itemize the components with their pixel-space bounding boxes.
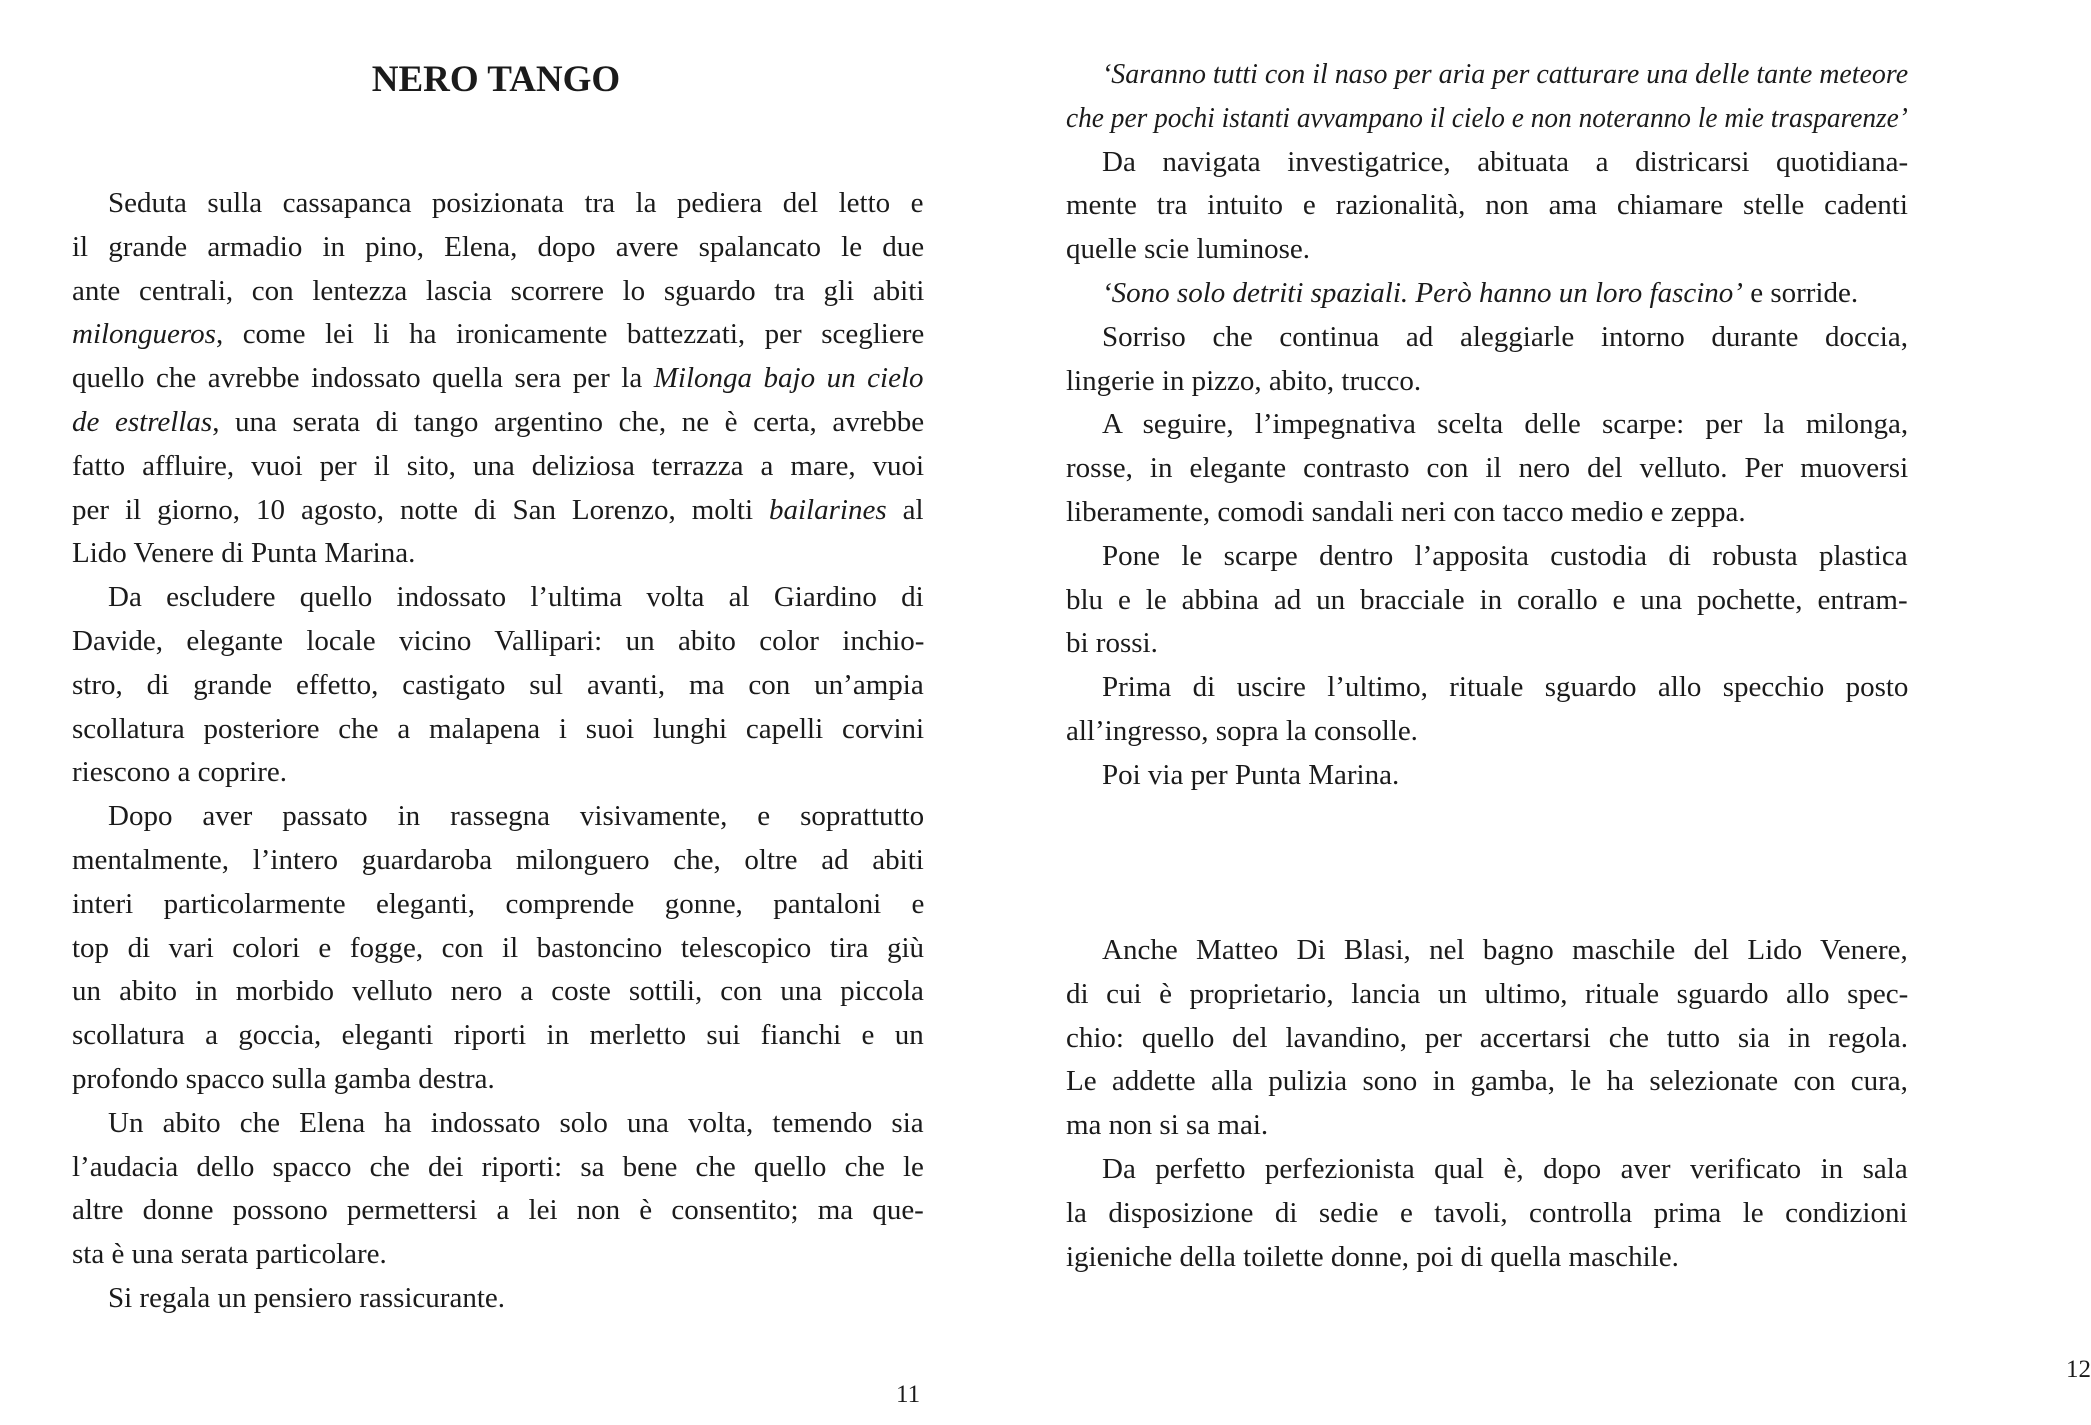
text-line xyxy=(1066,490,1746,534)
text-line xyxy=(1066,1059,1908,1103)
italic-text: ‘Saranno tutti con il naso per aria per catturare una delle tante meteore xyxy=(1102,58,1909,90)
page-number-right: 12 xyxy=(2066,1356,2091,1383)
text-segment: Da perfetto perfezionista qual è, dopo aver verificato in sala xyxy=(1102,1153,1908,1185)
text-line xyxy=(72,444,924,488)
text-segment: Dopo aver passato in rassegna visivamente, e soprattutto xyxy=(108,800,925,833)
text-segment: Da escludere quello indossato l’ultima volta al Giardino di xyxy=(108,581,924,614)
text-segment: quelle scie luminose. xyxy=(1066,233,1311,266)
text-line xyxy=(72,619,924,663)
text-line xyxy=(72,926,924,970)
left-page xyxy=(0,0,1000,1425)
text-line xyxy=(1066,227,1310,271)
text-line xyxy=(72,400,924,444)
text-line xyxy=(1066,1016,1908,1060)
text-segment: Seduta sulla cassapanca posizionata tra la pediera del letto e xyxy=(108,187,924,219)
italic-text: ‘Sono solo detriti spaziali. Però hanno un loro fascino’ xyxy=(1102,277,1743,309)
text-segment: , una serata di tango argentino che, ne è certa, avrebbe xyxy=(212,406,925,438)
text-segment: Le addette alla pulizia sono in gamba, le ha selezionate con cura, xyxy=(1066,1065,1908,1098)
text-line xyxy=(108,181,924,225)
text-line xyxy=(72,1145,924,1189)
text-segment: altre donne possono permettersi a lei non è consentito; ma que- xyxy=(72,1194,924,1227)
italic-text: bailarines xyxy=(768,493,887,526)
text-segment: igieniche della toilette donne, poi di quella maschile. xyxy=(1066,1240,1679,1273)
italic-text: Milonga bajo un cielo xyxy=(653,362,924,395)
text-line xyxy=(72,356,924,400)
text-segment: ma non si sa mai. xyxy=(1066,1109,1269,1142)
text-line xyxy=(72,488,924,532)
text-segment: Sorriso che continua ad aleggiarle intorno durante doccia, xyxy=(1102,320,1908,353)
text-line xyxy=(1066,709,1418,753)
text-line xyxy=(1102,271,1858,315)
text-segment: l’audacia dello spacco che dei riporti: sa bene che quello che le xyxy=(72,1150,924,1183)
text-segment: la disposizione di sedie e tavoli, controlla prima le condizioni xyxy=(1066,1196,1908,1229)
text-segment: mentalmente, l’intero guardaroba milonguero che, oltre ad abiti xyxy=(72,844,924,876)
text-line xyxy=(1102,52,1908,96)
text-segment: profondo spacco sulla gamba destra. xyxy=(72,1063,495,1095)
text-segment: all’ingresso, sopra la consolle. xyxy=(1066,715,1418,747)
text-line xyxy=(72,707,924,751)
text-segment: top di vari colori e fogge, con il bastoncino telescopico tira giù xyxy=(72,931,925,964)
italic-text: de estrellas xyxy=(72,406,213,438)
text-line xyxy=(1066,96,1908,140)
text-segment: Lido Venere di Punta Marina. xyxy=(72,537,416,570)
page-number-left: 11 xyxy=(896,1381,921,1408)
text-segment: stro, di grande effetto, castigato sul avanti, ma con un’ampia xyxy=(72,668,924,701)
text-line xyxy=(1102,928,1908,972)
text-segment: ante centrali, con lentezza lascia scorrere lo sguardo tra gli abiti xyxy=(72,274,925,307)
text-segment: blu e le abbina ad un bracciale in corallo e una pochette, entram- xyxy=(1066,583,1908,616)
text-segment: mente tra intuito e razionalità, non ama chiamare stelle cadenti xyxy=(1066,189,1908,222)
text-line xyxy=(72,663,924,707)
text-line xyxy=(108,575,924,619)
text-segment: scollatura posteriore che a malapena i suoi lunghi capelli corvini xyxy=(72,712,925,745)
text-line xyxy=(72,225,924,269)
text-line xyxy=(72,269,924,313)
text-line xyxy=(1066,621,1158,665)
text-line xyxy=(108,1276,505,1320)
text-segment: Da navigata investigatrice, abituata a districarsi quotidiana- xyxy=(1102,145,1909,178)
text-segment: al xyxy=(886,493,924,526)
text-line xyxy=(1066,578,1908,622)
text-segment: bi rossi. xyxy=(1066,627,1158,660)
text-segment: scollatura a goccia, eleganti riporti in merletto sui fianchi e un xyxy=(72,1019,924,1052)
text-line xyxy=(1066,183,1908,227)
text-line xyxy=(72,882,924,926)
italic-text: milongueros xyxy=(72,318,216,351)
text-line xyxy=(72,312,924,356)
text-segment: per il giorno, 10 agosto, notte di San Lorenzo, molti xyxy=(72,493,769,526)
text-segment: di cui è proprietario, lancia un ultimo, rituale sguardo allo spec- xyxy=(1066,977,1909,1010)
text-line xyxy=(72,969,924,1013)
text-line xyxy=(1102,753,1399,797)
text-segment: A seguire, l’impegnativa scelta delle scarpe: per la milonga, xyxy=(1102,408,1909,441)
text-segment: Poi via per Punta Marina. xyxy=(1102,758,1400,791)
text-line xyxy=(1102,315,1908,359)
text-segment: Davide, elegante locale vicino Vallipari: un abito color inchio- xyxy=(72,625,925,657)
italic-text: che per pochi istanti avvampano il cielo e non noteranno le mie trasparenze’ xyxy=(1066,101,1908,134)
text-segment: il grande armadio in pino, Elena, dopo avere spalancato le due xyxy=(72,230,925,263)
text-segment: chio: quello del lavandino, per accertarsi che tutto sia in regola. xyxy=(1066,1021,1909,1054)
text-segment: interi particolarmente eleganti, comprende gonne, pantaloni e xyxy=(72,887,925,920)
text-line xyxy=(72,838,924,882)
text-line xyxy=(1102,534,1908,578)
text-segment: Prima di uscire l’ultimo, rituale sguardo allo specchio posto xyxy=(1102,671,1909,704)
text-segment: Pone le scarpe dentro l’apposita custodia di robusta plastica xyxy=(1102,539,1908,572)
text-segment: rosse, in elegante contrasto con il nero del velluto. Per muoversi xyxy=(1066,452,1909,485)
text-segment: riescono a coprire. xyxy=(72,756,287,789)
text-segment: Un abito che Elena ha indossato solo una volta, temendo sia xyxy=(108,1106,924,1139)
text-line xyxy=(1102,1147,1908,1191)
text-segment: e sorride. xyxy=(1742,277,1859,309)
text-segment: liberamente, comodi sandali neri con tacco medio e zeppa. xyxy=(1066,496,1746,528)
text-segment: quello che avrebbe indossato quella sera per la xyxy=(72,362,654,395)
text-segment: , come lei li ha ironicamente battezzati, per scegliere xyxy=(215,318,925,351)
text-segment: un abito in morbido velluto nero a coste sottili, con una piccola xyxy=(72,975,924,1008)
right-page xyxy=(1000,0,2091,1425)
chapter-title: NERO TANGO xyxy=(371,59,621,100)
text-segment: Si regala un pensiero rassicurante. xyxy=(108,1282,505,1314)
text-line xyxy=(72,1232,387,1276)
text-line xyxy=(1066,1103,1268,1147)
text-segment: fatto affluire, vuoi per il sito, una deliziosa terrazza a mare, vuoi xyxy=(72,449,925,482)
text-line xyxy=(1102,665,1908,709)
text-line xyxy=(1066,359,1421,403)
text-line xyxy=(1066,446,1908,490)
text-line xyxy=(1102,402,1908,446)
text-line xyxy=(72,531,415,575)
text-line xyxy=(72,1013,924,1057)
text-line xyxy=(1102,140,1908,184)
text-line xyxy=(1066,972,1908,1016)
text-segment: sta è una serata particolare. xyxy=(72,1238,387,1271)
text-line xyxy=(72,1057,495,1101)
text-segment: lingerie in pizzo, abito, trucco. xyxy=(1066,364,1422,397)
text-line xyxy=(1066,1191,1908,1235)
text-line xyxy=(108,794,924,838)
text-line xyxy=(1066,1235,1679,1279)
text-line xyxy=(72,1188,924,1232)
text-line xyxy=(72,750,287,794)
text-segment: Anche Matteo Di Blasi, nel bagno maschile del Lido Venere, xyxy=(1102,934,1908,966)
text-line xyxy=(108,1101,924,1145)
